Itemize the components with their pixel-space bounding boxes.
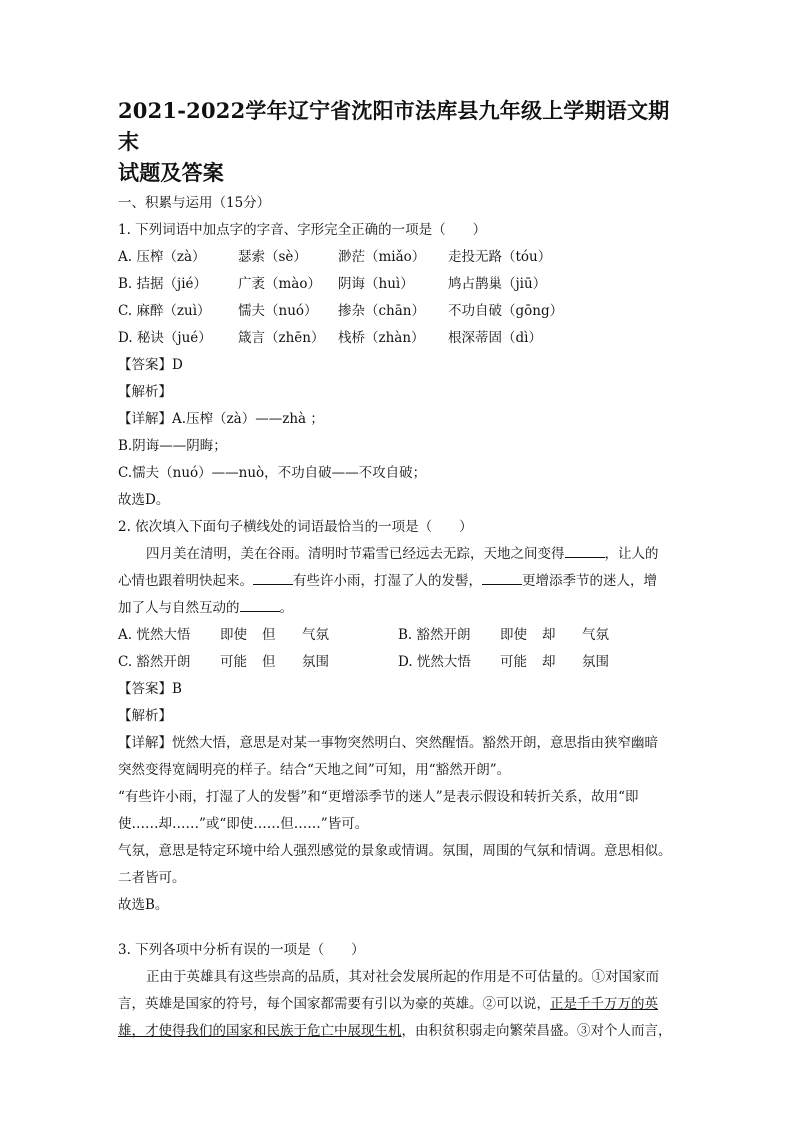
q2-a-3: 但: [262, 627, 276, 643]
q1-c-3: 掺杂（chān）: [338, 303, 425, 319]
q1-analysis-tag: 【解析】: [118, 384, 172, 400]
q1-option-a: [118, 244, 678, 271]
q2-option-a: [118, 622, 398, 649]
q2-c-4: 氛围: [302, 654, 329, 670]
fill-blank-3: [482, 570, 522, 585]
spacer: [118, 919, 678, 937]
q1-option-c: [118, 298, 678, 325]
q3-p2: 言，英雄是国家的符号，每个国家都需要有引以为豪的英雄。②可以说，: [118, 996, 550, 1012]
fill-blank-1: [565, 543, 605, 558]
q1-d-1: D. 秘诀（jué）: [118, 330, 212, 346]
title-line-2: 试题及答案: [118, 160, 224, 185]
q2-b-4: 气氛: [582, 627, 609, 643]
q2-p1: 四月美在清明，美在谷雨。清明时节霜雪已经远去无踪，天地之间变得: [146, 546, 565, 562]
q1-c-4: 不功自破（gōng）: [448, 303, 564, 319]
q2-options-cd: [118, 649, 678, 676]
q3-underlined-1: 正是千千万万的英: [550, 996, 658, 1012]
q1-answer: 【答案】D: [118, 357, 183, 373]
q2-c-2: 可能: [220, 654, 247, 670]
q2-passage-cont: [118, 568, 678, 595]
q2-option-b: [398, 622, 678, 649]
q2-b-2: 即使: [500, 627, 527, 643]
q2-d-4: 氛围: [582, 654, 609, 670]
q1-detail-4: 故选D。: [118, 492, 170, 508]
q2-c-1: C. 豁然开朗: [118, 654, 191, 670]
q1-c-2: 懦夫（nuó）: [238, 303, 318, 319]
q2-stem: 2. 依次填入下面句子横线处的词语最恰当的一项是（ ）: [118, 519, 473, 535]
q3-passage-3: [118, 1018, 678, 1045]
q1-a-4: 走投无路（tóu）: [448, 249, 552, 265]
q3-passage-1: 正由于英雄具有这些崇高的品质，其对社会发展所起的作用是不可估量的。①对国家而: [146, 969, 659, 985]
q1-a-3: 渺茫（miǎo）: [338, 249, 426, 265]
section-heading: 一、积累与运用（15分）: [118, 195, 271, 211]
q2-a-2: 即使: [220, 627, 247, 643]
q1-detail-2: B.阴诲——阴晦；: [118, 438, 227, 454]
q2-detail-2: 突然变得宽阔明亮的样子。结合“天地之间”可知，用“豁然开朗”。: [118, 762, 511, 778]
q2-b-1: B. 豁然开朗: [398, 627, 471, 643]
q2-detail-7: 故选B。: [118, 897, 169, 913]
q2-d-3: 却: [542, 654, 556, 670]
q2-p6: 加了人与自然互动的: [118, 600, 240, 616]
q1-stem: 1. 下列词语中加点字的字音、字形完全正确的一项是（ ）: [118, 222, 487, 238]
q2-p7: 。: [279, 600, 293, 616]
q1-option-d: [118, 325, 678, 352]
q1-b-2: 广袤（mào）: [238, 276, 321, 292]
q2-detail-4: 使……却……”或“即使……但……”皆可。: [118, 816, 369, 832]
q1-a-1: A. 压榨（zà）: [118, 249, 206, 265]
fill-blank-4: [240, 597, 280, 612]
q2-d-2: 可能: [500, 654, 527, 670]
q1-d-2: 箴言（zhēn）: [238, 330, 325, 346]
q1-option-b: [118, 271, 678, 298]
q2-detail-1: 【详解】恍然大悟，意思是对某一事物突然明白、突然醒悟。豁然开朗，意思指由狭窄幽暗: [118, 735, 658, 751]
q1-c-1: C. 麻醉（zuì）: [118, 303, 211, 319]
q2-options-ab: [118, 622, 678, 649]
q1-d-3: 栈桥（zhàn）: [338, 330, 425, 346]
q1-b-3: 阴诲（huì）: [338, 276, 414, 292]
q2-answer: 【答案】B: [118, 681, 182, 697]
q2-d-1: D. 恍然大悟: [398, 654, 471, 670]
q2-detail-3: “有些许小雨，打湿了人的发髻”和“更增添季节的迷人”是表示假设和转折关系，故用“即: [118, 789, 639, 805]
q2-a-1: A. 恍然大悟: [118, 627, 191, 643]
q2-p2: ，让人的: [604, 546, 659, 562]
q2-passage-end: [118, 595, 678, 622]
title-line-1: 2021-2022学年辽宁省沈阳市法库县九年级上学期语文期末: [118, 98, 670, 154]
document-page: [118, 95, 678, 1045]
fill-blank-2: [253, 570, 293, 585]
q2-option-d: [398, 649, 678, 676]
q2-detail-6: 二者皆可。: [118, 870, 186, 886]
q3-underlined-2: 雄，才使得我们的国家和民族于危亡中展现生机: [118, 1023, 402, 1039]
q2-passage: [118, 541, 678, 568]
q3-stem: 3. 下列各项中分析有误的一项是（ ）: [118, 942, 365, 958]
q1-d-4: 根深蒂固（dì）: [448, 330, 542, 346]
q2-c-3: 但: [262, 654, 276, 670]
q2-p3: 心情也跟着明快起来。: [118, 573, 253, 589]
q3-passage-2: [118, 991, 678, 1018]
q2-option-c: [118, 649, 398, 676]
q1-a-2: 瑟索（sè）: [238, 249, 307, 265]
q2-detail-5: 气氛，意思是特定环境中给人强烈感觉的景象或情调。氛围，周围的气氛和情调。意思相似。: [118, 843, 672, 859]
q1-detail-1: 【详解】A.压榨（zà）——zhà ；: [118, 411, 324, 427]
q2-analysis-tag: 【解析】: [118, 708, 172, 724]
q2-p4: 有些许小雨，打湿了人的发髻，: [293, 573, 482, 589]
q1-detail-3: C.懦夫（nuó）——nuò，不功自破——不攻自破；: [118, 465, 427, 481]
q2-p5: 更增添季节的迷人，增: [522, 573, 657, 589]
q3-p3: ，由积贫积弱走向繁荣昌盛。③对个人而言，: [401, 1023, 672, 1039]
page-title: [118, 95, 678, 188]
q2-a-4: 气氛: [302, 627, 329, 643]
q2-b-3: 却: [542, 627, 556, 643]
q1-b-1: B. 拮据（jié）: [118, 276, 207, 292]
q1-b-4: 鸠占鹊巢（jiū）: [448, 276, 547, 292]
